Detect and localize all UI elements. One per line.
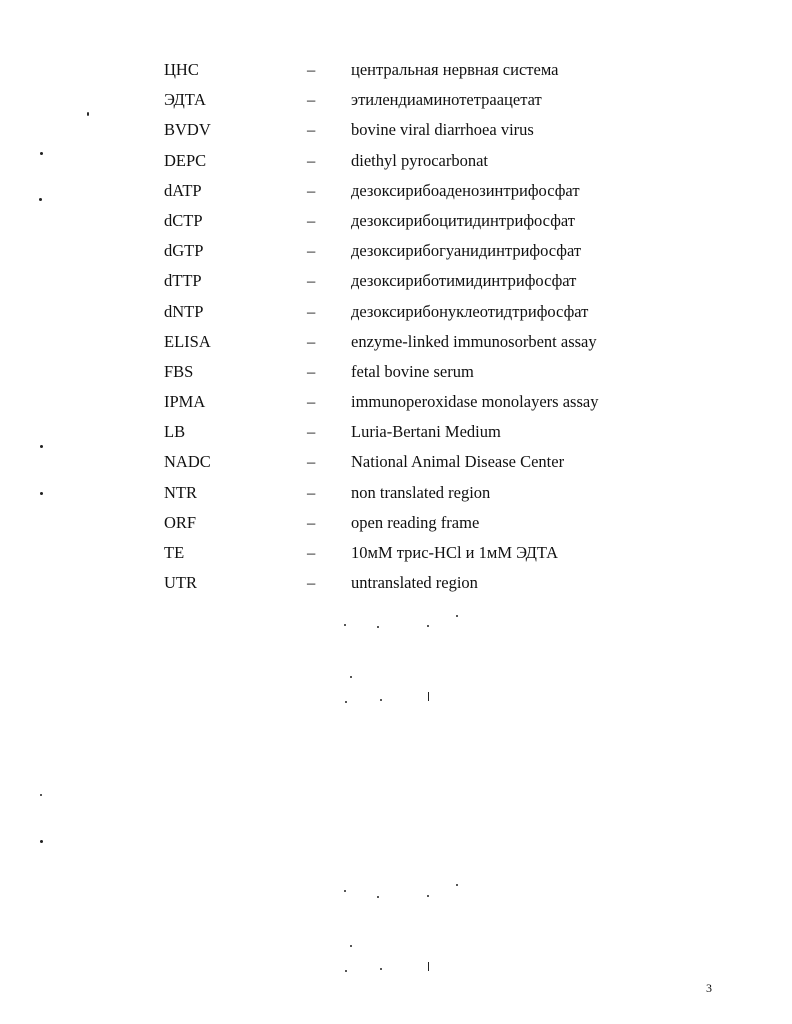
abbreviation-list [0,57,792,600]
dash-separator: – [307,482,316,502]
abbreviation-row [0,540,792,570]
definition: diethyl pyrocarbonat [351,150,488,170]
scan-speck [39,198,42,201]
abbreviation: UTR [164,573,197,593]
abbreviation: dATP [164,180,202,200]
abbreviation-row [0,480,792,510]
abbreviation-row [0,299,792,329]
scan-speck [344,624,346,626]
abbreviation: IPMA [164,392,206,412]
scan-speck [40,492,43,495]
abbreviation-row [0,419,792,449]
scan-speck [427,895,429,897]
definition: дезоксирибоаденозинтрифосфат [351,180,580,200]
definition: дезоксириботимидинтрифосфат [351,271,577,291]
dash-separator: – [307,361,316,381]
dash-separator: – [307,90,316,110]
scan-speck [380,968,382,970]
abbreviation: LB [164,422,186,442]
abbreviation-row [0,178,792,208]
scan-speck [40,152,43,155]
dash-separator: – [307,241,316,261]
definition: immunoperoxidase monolayers assay [351,392,599,412]
abbreviation: ORF [164,512,197,532]
definition: центральная нервная система [351,60,559,79]
abbreviation-row [0,238,792,268]
abbreviation-row [0,359,792,389]
page-number: 3 [706,981,712,995]
dash-separator: – [307,120,316,140]
dash-separator: – [307,180,316,200]
abbreviation-row [0,148,792,178]
scan-speck [456,615,458,617]
abbreviation: dNTP [164,301,204,321]
abbreviation: ЭДТА [164,90,206,110]
scan-speck [344,890,346,892]
abbreviation: TE [164,543,185,562]
abbreviation: NADC [164,452,211,472]
scan-speck [40,445,43,448]
scan-speck [377,896,379,898]
definition: National Animal Disease Center [351,452,565,472]
definition: Luria-Bertani Medium [351,422,501,442]
dash-separator: – [307,210,316,230]
definition: non translated region [351,482,491,502]
abbreviation-row [0,570,792,600]
abbreviation-row [0,208,792,238]
scan-speck [345,970,347,972]
definition: 10мМ трис-HCl и 1мМ ЭДТА [351,543,559,562]
scan-speck [40,840,43,843]
definition: bovine viral diarrhoea virus [351,120,534,140]
abbreviation: BVDV [164,120,211,140]
definition: дезоксирибогуанидинтрифосфат [351,241,582,261]
dash-separator: – [307,512,316,532]
abbreviation: dTTP [164,271,202,291]
dash-separator: – [307,392,316,412]
definition: fetal bovine serum [351,361,474,381]
abbreviation-row [0,117,792,147]
abbreviation-row [0,329,792,359]
abbreviation-row [0,268,792,298]
scan-speck [427,625,429,627]
definition: open reading frame [351,512,480,532]
scan-speck [87,112,89,116]
abbreviation-row [0,449,792,479]
definition: дезоксирибоцитидинтрифосфат [351,210,575,230]
scan-speck [428,962,429,971]
abbreviation-row [0,57,792,87]
abbreviation: ЦНС [164,60,199,79]
dash-separator: – [307,422,316,442]
definition: этилендиаминотетраацетат [351,90,542,110]
scan-speck [380,699,382,701]
dash-separator: – [307,301,316,321]
abbreviation: dCTP [164,210,203,230]
abbreviation: FBS [164,361,194,381]
dash-separator: – [307,543,316,562]
dash-separator: – [307,271,316,291]
abbreviation-row [0,87,792,117]
abbreviation: ELISA [164,331,211,351]
abbreviation-row [0,510,792,540]
dash-separator: – [307,60,316,79]
dash-separator: – [307,150,316,170]
abbreviation: NTR [164,482,197,502]
dash-separator: – [307,452,316,472]
definition: дезоксирибонуклеотидтрифосфат [351,301,589,321]
definition: enzyme-linked immunosorbent assay [351,331,597,351]
scan-speck [456,884,458,886]
abbreviation: dGTP [164,241,204,261]
dash-separator: – [307,331,316,351]
abbreviation-row [0,389,792,419]
definition: untranslated region [351,573,478,593]
scan-speck [377,626,379,628]
scan-speck [350,676,352,678]
scan-speck [40,794,42,796]
dash-separator: – [307,573,316,593]
scan-speck [350,945,352,947]
scan-speck [428,692,429,701]
scan-speck [345,701,347,703]
abbreviation: DEPC [164,150,207,170]
